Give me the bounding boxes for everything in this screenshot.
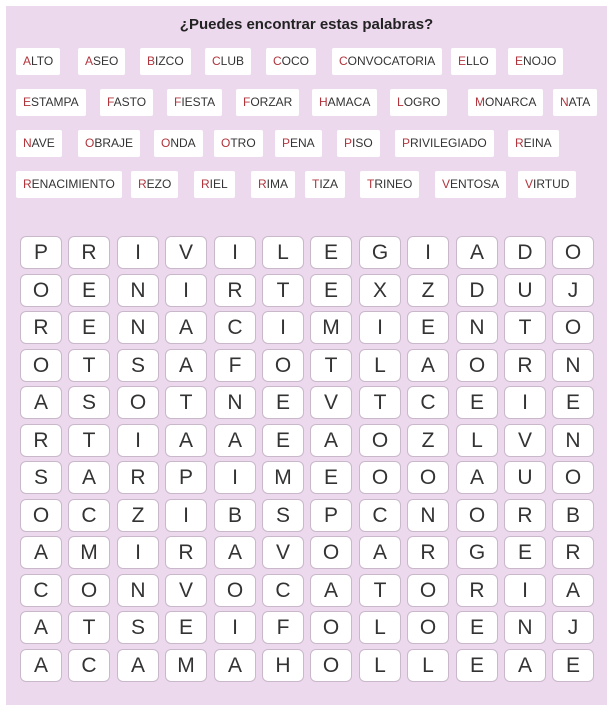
grid-cell[interactable]: A	[214, 536, 256, 569]
grid-cell[interactable]: M	[262, 461, 304, 494]
grid-cell[interactable]: G	[456, 536, 498, 569]
grid-cell[interactable]: C	[214, 311, 256, 344]
grid-cell[interactable]: P	[310, 499, 352, 532]
grid-cell[interactable]: S	[262, 499, 304, 532]
grid-cell[interactable]: I	[165, 499, 207, 532]
word-rest: ASTO	[113, 95, 147, 109]
word-chip	[214, 130, 263, 157]
word-first-letter: F	[243, 95, 251, 109]
word-first-letter: A	[85, 54, 94, 68]
grid-cell[interactable]: A	[359, 536, 401, 569]
grid-cell[interactable]: H	[262, 649, 304, 682]
word-rest: STAMPA	[31, 95, 79, 109]
word-rest: ONARCA	[485, 95, 537, 109]
word-rest: IRTUD	[533, 177, 570, 191]
word-chip	[508, 48, 563, 75]
grid-cell[interactable]: S	[68, 386, 110, 419]
grid-cell[interactable]: I	[165, 274, 207, 307]
grid-cell[interactable]: E	[310, 274, 352, 307]
grid-cell[interactable]: L	[262, 236, 304, 269]
grid-cell[interactable]: Z	[117, 499, 159, 532]
grid-cell[interactable]: E	[456, 611, 498, 644]
word-first-letter: C	[212, 54, 221, 68]
grid-cell[interactable]: O	[310, 611, 352, 644]
word-chip	[154, 130, 203, 157]
grid-cell[interactable]: I	[214, 236, 256, 269]
word-first-letter: E	[515, 54, 524, 68]
grid-cell[interactable]: U	[504, 461, 546, 494]
word-chip	[251, 171, 295, 198]
grid-cell[interactable]: O	[407, 611, 449, 644]
grid-cell[interactable]: T	[68, 611, 110, 644]
word-rest: ORZAR	[250, 95, 293, 109]
grid-cell[interactable]: E	[407, 311, 449, 344]
grid-cell[interactable]: R	[68, 236, 110, 269]
word-row	[16, 89, 606, 116]
word-rest: ISO	[352, 136, 373, 150]
grid-cell[interactable]: U	[504, 274, 546, 307]
word-first-letter: M	[475, 95, 485, 109]
word-rest: ENACIMIENTO	[31, 177, 115, 191]
grid-cell[interactable]: T	[68, 349, 110, 382]
grid-cell[interactable]: N	[117, 311, 159, 344]
grid-cell[interactable]: O	[456, 349, 498, 382]
word-rest: IESTA	[181, 95, 216, 109]
grid-cell[interactable]: R	[214, 274, 256, 307]
word-first-letter: V	[442, 177, 451, 191]
grid-cell[interactable]: E	[262, 386, 304, 419]
grid-cell[interactable]: R	[407, 536, 449, 569]
grid-cell[interactable]: N	[552, 424, 594, 457]
word-chip	[16, 48, 60, 75]
grid-cell[interactable]: O	[20, 499, 62, 532]
grid-cell[interactable]: R	[117, 461, 159, 494]
grid-cell[interactable]: M	[165, 649, 207, 682]
grid-cell[interactable]: E	[504, 536, 546, 569]
grid-cell[interactable]: T	[310, 349, 352, 382]
grid-cell[interactable]: N	[456, 311, 498, 344]
grid-cell[interactable]: A	[310, 424, 352, 457]
grid-cell[interactable]: N	[117, 574, 159, 607]
grid-cell[interactable]: R	[20, 424, 62, 457]
grid-cell[interactable]: I	[117, 536, 159, 569]
grid-cell[interactable]: I	[359, 311, 401, 344]
grid-cell[interactable]: G	[359, 236, 401, 269]
grid-cell[interactable]: A	[214, 649, 256, 682]
grid-cell[interactable]: T	[165, 386, 207, 419]
grid-cell[interactable]: A	[68, 461, 110, 494]
word-first-letter: N	[560, 95, 569, 109]
word-first-letter: B	[147, 54, 156, 68]
word-chip	[275, 130, 322, 157]
word-chip	[553, 89, 597, 116]
word-chip	[194, 171, 235, 198]
grid-cell[interactable]: C	[68, 649, 110, 682]
grid-cell[interactable]: O	[359, 461, 401, 494]
word-rest: IEL	[209, 177, 228, 191]
word-chip	[78, 48, 125, 75]
puzzle-panel	[6, 6, 607, 705]
grid-cell[interactable]: S	[20, 461, 62, 494]
word-rest: EINA	[523, 136, 552, 150]
grid-cell[interactable]: A	[20, 611, 62, 644]
grid-cell[interactable]: E	[310, 236, 352, 269]
grid-cell[interactable]: O	[359, 424, 401, 457]
word-rest: RIVILEGIADO	[410, 136, 487, 150]
grid-cell[interactable]: O	[552, 311, 594, 344]
word-chip	[236, 89, 299, 116]
word-first-letter: O	[85, 136, 95, 150]
word-chip	[518, 171, 576, 198]
grid-cell[interactable]: I	[214, 461, 256, 494]
grid-cell[interactable]: M	[310, 311, 352, 344]
grid-cell[interactable]: V	[504, 424, 546, 457]
word-chip	[78, 130, 140, 157]
grid-cell[interactable]: I	[504, 386, 546, 419]
grid-cell[interactable]: O	[310, 649, 352, 682]
puzzle-title: ¿Puedes encontrar estas palabras?	[179, 16, 434, 33]
grid-cell[interactable]: I	[262, 311, 304, 344]
word-first-letter: N	[23, 136, 32, 150]
grid-cell[interactable]: A	[165, 311, 207, 344]
word-chip	[16, 89, 86, 116]
word-list	[16, 48, 606, 212]
grid-cell[interactable]: A	[214, 424, 256, 457]
grid-cell[interactable]: R	[504, 499, 546, 532]
word-chip	[305, 171, 345, 198]
grid-cell[interactable]: A	[456, 236, 498, 269]
word-first-letter: T	[367, 177, 375, 191]
word-chip	[435, 171, 506, 198]
grid-cell[interactable]: T	[359, 386, 401, 419]
word-chip	[390, 89, 447, 116]
grid-cell[interactable]: P	[165, 461, 207, 494]
grid-cell[interactable]: E	[310, 461, 352, 494]
grid-cell[interactable]: N	[214, 386, 256, 419]
grid-cell[interactable]: C	[68, 499, 110, 532]
grid-cell[interactable]: A	[552, 574, 594, 607]
word-chip	[167, 89, 222, 116]
grid-cell[interactable]: O	[407, 461, 449, 494]
grid-cell[interactable]: D	[456, 274, 498, 307]
word-rest: NOJO	[523, 54, 557, 68]
grid-cell[interactable]: M	[68, 536, 110, 569]
word-rest: ATA	[568, 95, 591, 109]
grid-cell[interactable]: A	[310, 574, 352, 607]
grid-cell[interactable]: L	[359, 611, 401, 644]
grid-cell[interactable]: T	[359, 574, 401, 607]
word-chip	[312, 89, 377, 116]
grid-cell[interactable]: E	[165, 611, 207, 644]
grid-cell[interactable]: R	[165, 536, 207, 569]
word-first-letter: R	[138, 177, 147, 191]
grid-cell[interactable]: E	[68, 311, 110, 344]
grid-cell[interactable]: T	[68, 424, 110, 457]
grid-cell[interactable]: F	[262, 611, 304, 644]
grid-cell[interactable]: N	[407, 499, 449, 532]
word-first-letter: P	[344, 136, 353, 150]
grid-cell[interactable]: V	[165, 236, 207, 269]
word-rest: LUB	[220, 54, 245, 68]
word-first-letter: E	[23, 95, 32, 109]
grid-cell[interactable]: C	[407, 386, 449, 419]
grid-cell[interactable]: O	[456, 499, 498, 532]
word-chip	[131, 171, 178, 198]
grid-cell[interactable]: B	[552, 499, 594, 532]
word-rest: RINEO	[374, 177, 413, 191]
word-first-letter: R	[515, 136, 524, 150]
word-first-letter: H	[319, 95, 328, 109]
grid-cell[interactable]: C	[262, 574, 304, 607]
word-chip	[140, 48, 191, 75]
grid-cell[interactable]: I	[117, 236, 159, 269]
grid-cell[interactable]: A	[504, 649, 546, 682]
grid-cell[interactable]: A	[20, 649, 62, 682]
grid-cell[interactable]: O	[552, 461, 594, 494]
word-first-letter: R	[23, 177, 32, 191]
word-first-letter: P	[282, 136, 291, 150]
word-chip	[16, 130, 62, 157]
grid-cell[interactable]: L	[359, 349, 401, 382]
grid-cell[interactable]: E	[262, 424, 304, 457]
word-row	[16, 171, 606, 198]
grid-cell[interactable]: A	[165, 349, 207, 382]
grid-cell[interactable]: N	[117, 274, 159, 307]
grid-cell[interactable]: J	[552, 274, 594, 307]
grid-cell[interactable]: A	[20, 386, 62, 419]
grid-cell[interactable]: L	[359, 649, 401, 682]
grid-cell[interactable]: E	[552, 386, 594, 419]
word-rest: ENA	[290, 136, 315, 150]
grid-cell[interactable]: D	[504, 236, 546, 269]
grid-cell[interactable]: E	[456, 649, 498, 682]
word-rest: OGRO	[403, 95, 441, 109]
grid-cell[interactable]: L	[456, 424, 498, 457]
grid-cell[interactable]: R	[504, 349, 546, 382]
word-first-letter: C	[339, 54, 348, 68]
grid-cell[interactable]: T	[504, 311, 546, 344]
word-rest: LTO	[31, 54, 54, 68]
word-chip	[337, 130, 380, 157]
grid-cell[interactable]: C	[359, 499, 401, 532]
word-first-letter: T	[312, 177, 320, 191]
word-row	[16, 130, 606, 157]
word-chip	[332, 48, 442, 75]
word-first-letter: P	[402, 136, 411, 150]
grid-cell[interactable]: N	[504, 611, 546, 644]
grid-cell[interactable]: S	[117, 611, 159, 644]
word-rest: NDA	[170, 136, 196, 150]
word-chip	[205, 48, 251, 75]
grid-cell[interactable]: S	[117, 349, 159, 382]
word-rest: BRAJE	[94, 136, 134, 150]
grid-cell[interactable]: O	[310, 536, 352, 569]
word-rest: TRO	[230, 136, 256, 150]
grid-cell[interactable]: B	[214, 499, 256, 532]
grid-cell[interactable]: A	[165, 424, 207, 457]
grid-cell[interactable]: I	[214, 611, 256, 644]
word-chip	[451, 48, 496, 75]
grid-cell[interactable]: A	[20, 536, 62, 569]
word-first-letter: F	[174, 95, 182, 109]
word-rest: AMACA	[327, 95, 371, 109]
word-chip	[508, 130, 559, 157]
word-rest: EZO	[146, 177, 172, 191]
grid-cell[interactable]: O	[407, 574, 449, 607]
word-rest: ONVOCATORIA	[347, 54, 436, 68]
word-row	[16, 48, 606, 75]
word-first-letter: O	[161, 136, 171, 150]
grid-cell[interactable]: E	[68, 274, 110, 307]
word-rest: OCO	[281, 54, 310, 68]
grid-cell[interactable]: R	[552, 536, 594, 569]
grid-cell[interactable]: V	[262, 536, 304, 569]
grid-cell[interactable]: T	[262, 274, 304, 307]
grid-cell[interactable]: V	[165, 574, 207, 607]
grid-cell[interactable]: I	[117, 424, 159, 457]
grid-cell[interactable]: F	[214, 349, 256, 382]
grid-cell[interactable]: O	[552, 236, 594, 269]
word-chip	[100, 89, 153, 116]
grid-cell[interactable]: R	[456, 574, 498, 607]
word-first-letter: O	[221, 136, 231, 150]
grid-cell[interactable]: I	[504, 574, 546, 607]
grid-cell[interactable]: O	[117, 386, 159, 419]
grid-cell[interactable]: O	[262, 349, 304, 382]
word-first-letter: F	[107, 95, 114, 109]
word-rest: IZA	[319, 177, 339, 191]
word-first-letter: R	[201, 177, 210, 191]
grid-cell[interactable]: V	[310, 386, 352, 419]
grid-cell[interactable]: J	[552, 611, 594, 644]
grid-cell[interactable]: Z	[407, 274, 449, 307]
word-rest: SEO	[93, 54, 119, 68]
grid-cell[interactable]: R	[20, 311, 62, 344]
word-first-letter: A	[23, 54, 32, 68]
word-chip	[468, 89, 543, 116]
grid-cell[interactable]: O	[68, 574, 110, 607]
word-first-letter: R	[258, 177, 267, 191]
word-chip	[266, 48, 316, 75]
word-first-letter: V	[525, 177, 534, 191]
grid-cell[interactable]: A	[407, 349, 449, 382]
word-chip	[395, 130, 494, 157]
grid-cell[interactable]: C	[20, 574, 62, 607]
grid-cell[interactable]: N	[552, 349, 594, 382]
grid-cell[interactable]: O	[214, 574, 256, 607]
grid-cell[interactable]: X	[359, 274, 401, 307]
word-first-letter: C	[273, 54, 282, 68]
word-rest: IZCO	[155, 54, 184, 68]
grid-cell[interactable]: P	[20, 236, 62, 269]
grid-cell[interactable]: L	[407, 649, 449, 682]
grid-cell[interactable]: A	[117, 649, 159, 682]
word-rest: AVE	[31, 136, 55, 150]
grid-cell[interactable]: E	[552, 649, 594, 682]
grid-cell[interactable]: O	[20, 274, 62, 307]
grid-cell[interactable]: I	[407, 236, 449, 269]
word-chip	[360, 171, 419, 198]
word-first-letter: E	[458, 54, 467, 68]
grid-cell[interactable]: Z	[407, 424, 449, 457]
word-rest: IMA	[266, 177, 289, 191]
word-first-letter: L	[397, 95, 404, 109]
grid-cell[interactable]: A	[456, 461, 498, 494]
grid-cell[interactable]: E	[456, 386, 498, 419]
grid-cell[interactable]: O	[20, 349, 62, 382]
word-rest: ENTOSA	[450, 177, 500, 191]
word-chip	[16, 171, 122, 198]
word-rest: LLO	[466, 54, 489, 68]
